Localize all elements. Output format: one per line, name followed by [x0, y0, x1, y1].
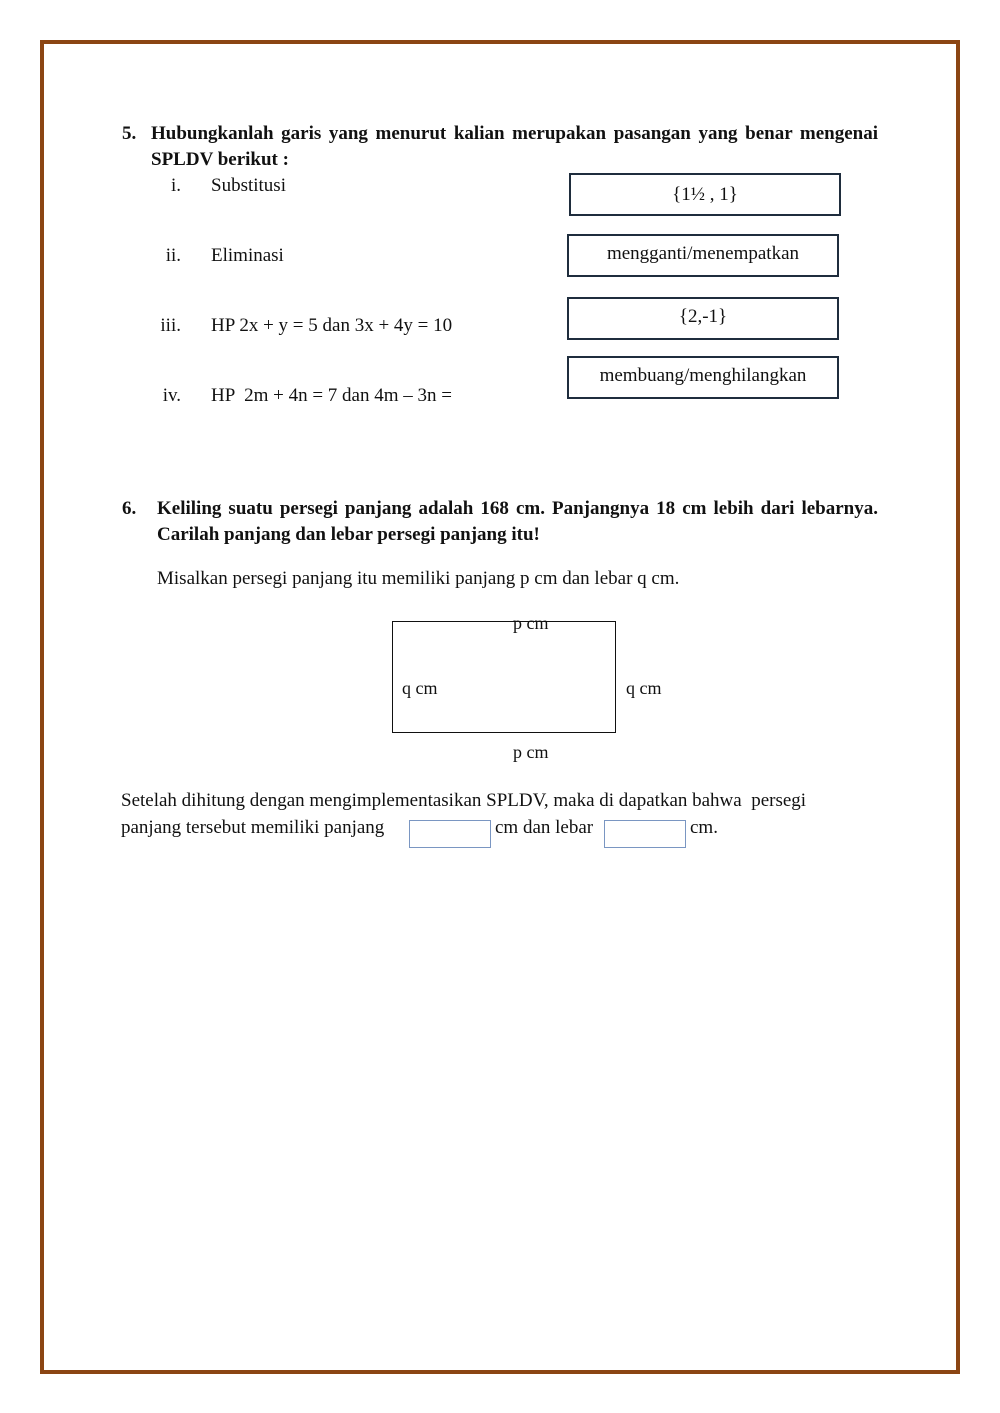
length-answer-input[interactable]	[409, 820, 491, 848]
answer-box-4[interactable]: membuang/menghilangkan	[567, 356, 839, 399]
diagram-label-bottom: p cm	[513, 742, 549, 762]
item-text-hp-1: HP 2x + y = 5 dan 3x + 4y = 10	[211, 315, 453, 336]
rectangle-diagram	[392, 621, 616, 733]
item-number-iii: iii.	[160, 315, 181, 336]
conclusion-line-1: Setelah dihitung dengan mengimplementasikan SPLDV, maka di dapatkan bahwa persegi	[121, 790, 807, 811]
question-6-intro: Misalkan persegi panjang itu memiliki panjang p cm dan lebar q cm.	[157, 568, 680, 589]
conclusion-end: cm.	[690, 817, 718, 838]
question-6-text: Keliling suatu persegi panjang adalah 168 cm. Panjangnya 18 cm lebih dari lebarnya. Carilah panjang dan lebar persegi panjang itu!	[157, 498, 878, 545]
question-5-number: 5.	[122, 123, 137, 144]
item-text-substitusi: Substitusi	[211, 175, 286, 196]
item-number-iv: iv.	[162, 385, 181, 406]
diagram-label-top: p cm	[513, 613, 549, 633]
answer-box-1[interactable]: {1½ , 1}	[569, 173, 841, 216]
question-5-text: Hubungkanlah garis yang menurut kalian merupakan pasangan yang benar mengenai SPLDV berikut :	[151, 123, 878, 170]
answer-box-2[interactable]: mengganti/menempatkan	[567, 234, 839, 277]
item-number-i: i.	[170, 175, 181, 196]
question-6-number: 6.	[122, 498, 137, 519]
diagram-label-right: q cm	[626, 678, 662, 698]
item-text-eliminasi: Eliminasi	[211, 245, 284, 266]
conclusion-prefix: panjang tersebut memiliki panjang	[121, 817, 385, 838]
question-5-title	[122, 121, 878, 173]
answer-box-3[interactable]: {2,-1}	[567, 297, 839, 340]
item-text-hp-2: HP 2m + 4n = 7 dan 4m – 3n =	[211, 385, 452, 406]
conclusion-mid: cm dan lebar	[495, 817, 594, 838]
diagram-label-left: q cm	[402, 678, 438, 698]
question-6-title	[122, 496, 878, 548]
item-number-ii: ii.	[165, 245, 181, 266]
width-answer-input[interactable]	[604, 820, 686, 848]
